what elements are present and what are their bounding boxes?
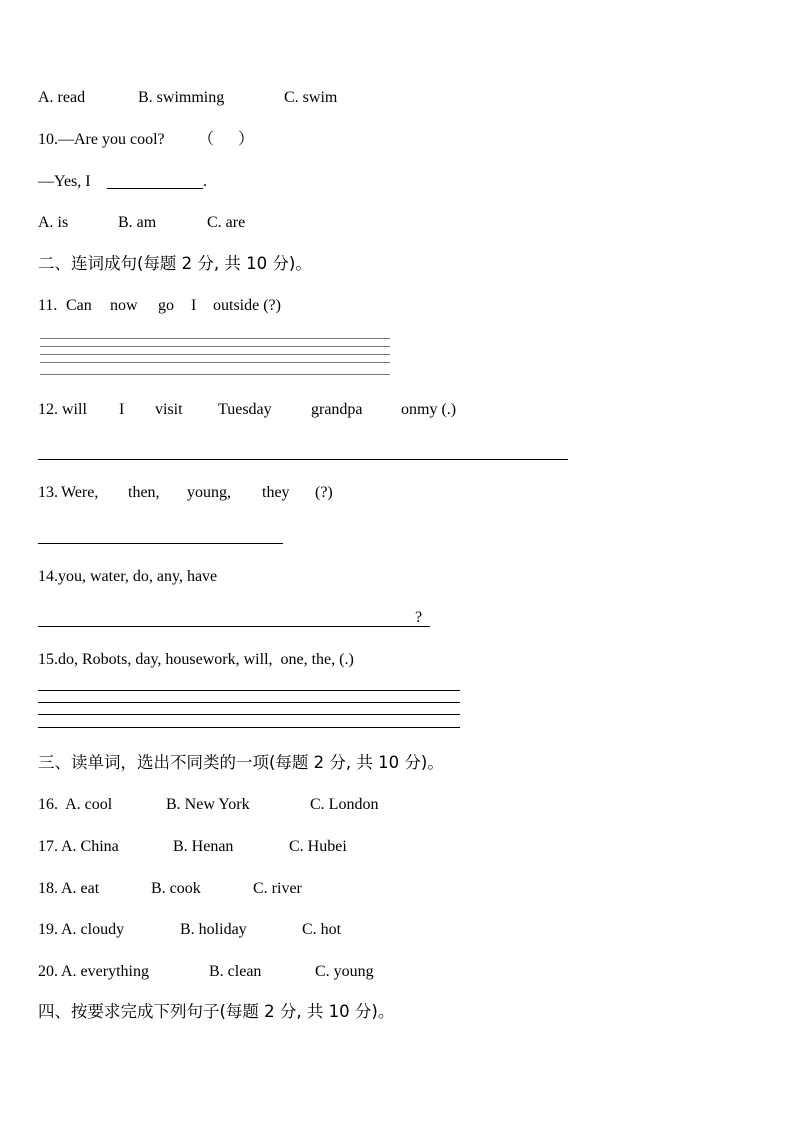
q10-question: 10.—Are you cool? [38, 131, 165, 148]
q15-writing-line [38, 714, 460, 715]
q11-word: Can [66, 297, 92, 314]
q12-word: visit [155, 401, 183, 418]
q10-blank-line [107, 188, 203, 189]
q17-option-a: A. China [61, 838, 119, 855]
q12-word: will [62, 401, 87, 418]
q11-writing-line [40, 362, 390, 363]
q14-end-mark: ? [415, 609, 423, 626]
q11-word: I [191, 297, 197, 314]
q20-option-a: A. everything [61, 963, 149, 980]
q10-answer-prefix: —Yes, I [38, 173, 95, 190]
q12-word: Tuesday [218, 401, 272, 418]
q20-number: 20. [38, 963, 58, 980]
q10-answer-paren: （ ） [198, 131, 255, 148]
q20-option-c: C. young [315, 963, 374, 980]
q13-word: Were, [61, 484, 99, 501]
q12-number: 12. [38, 401, 58, 418]
section3-heading: 三、读单词，选出不同类的一项(每题 2 分, 共 10 分)。 [38, 753, 444, 772]
q13-answer-line [38, 543, 283, 544]
section4-heading: 四、按要求完成下列句子(每题 2 分, 共 10 分)。 [38, 1002, 395, 1021]
q20-option-b: B. clean [209, 963, 262, 980]
q16-option-c: C. London [310, 796, 379, 813]
q14-prompt: 14.you, water, do, any, have [38, 568, 218, 585]
q13-word: they [262, 484, 290, 501]
q11-writing-line [40, 374, 390, 375]
q17-option-c: C. Hubei [289, 838, 347, 855]
q17-option-b: B. Henan [173, 838, 234, 855]
q11-word: go [158, 297, 174, 314]
q11-writing-line [40, 354, 390, 355]
q11-number: 11. [38, 297, 58, 314]
q15-writing-line [38, 702, 460, 703]
q16-option-b: B. New York [166, 796, 250, 813]
q12-word: onmy (.) [401, 401, 457, 418]
q15-prompt: 15.do, Robots, day, housework, will, one, the, (.) [38, 651, 354, 668]
q19-option-c: C. hot [302, 921, 342, 938]
q18-option-c: C. river [253, 880, 302, 897]
q11-writing-line [40, 346, 390, 347]
q13-number: 13. [38, 484, 58, 501]
q11-word: now [110, 297, 138, 314]
q9-option-a: A. read [38, 89, 86, 106]
q16-option-a: A. cool [62, 796, 113, 813]
q12-answer-line [38, 459, 568, 460]
q19-option-a: A. cloudy [61, 921, 125, 938]
q15-writing-line [38, 727, 460, 728]
q19-number: 19. [38, 921, 58, 938]
q10-option-c: C. are [207, 214, 246, 231]
section2-heading: 二、连词成句(每题 2 分, 共 10 分)。 [38, 254, 312, 273]
q19-option-b: B. holiday [180, 921, 247, 938]
q10-option-a: A. is [38, 214, 69, 231]
q18-option-b: B. cook [151, 880, 201, 897]
q9-option-b: B. swimming [138, 89, 225, 106]
q17-number: 17. [38, 838, 58, 855]
q11-word: outside (?) [213, 297, 281, 314]
q14-answer-line [38, 626, 430, 627]
q13-word: then, [128, 484, 160, 501]
q18-option-a: A. eat [61, 880, 100, 897]
q12-word: I [119, 401, 125, 418]
q18-number: 18. [38, 880, 58, 897]
q12-word: grandpa [311, 401, 363, 418]
q10-answer-suffix: . [203, 173, 207, 190]
q9-option-c: C. swim [284, 89, 338, 106]
q13-word: (?) [315, 484, 333, 501]
q15-writing-line [38, 690, 460, 691]
q11-writing-line [40, 338, 390, 339]
q10-option-b: B. am [118, 214, 157, 231]
q13-word: young, [187, 484, 231, 501]
q16-number: 16. [38, 796, 58, 813]
